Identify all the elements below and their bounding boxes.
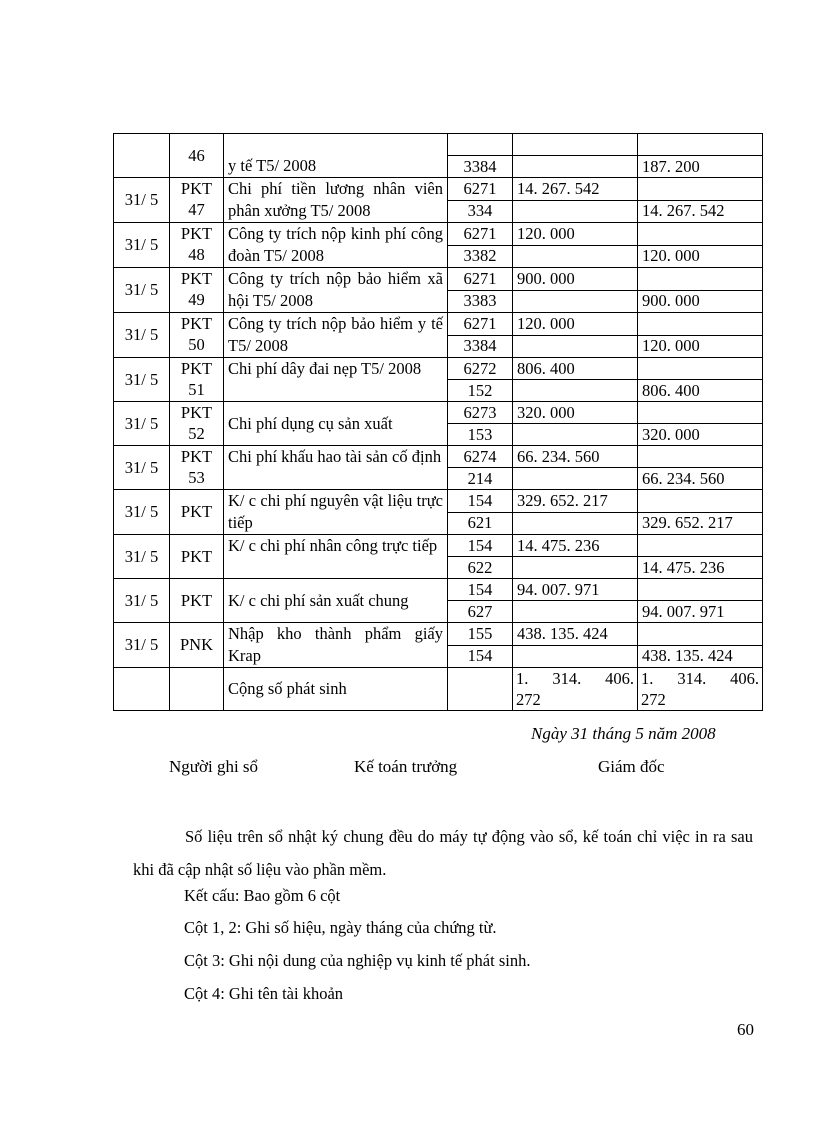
account-number: 621 bbox=[448, 512, 513, 535]
entry-date: 31/ 5 bbox=[114, 178, 170, 223]
account-number: 3383 bbox=[448, 290, 513, 313]
table-row bbox=[114, 446, 763, 468]
document-serial: 48 bbox=[188, 245, 205, 264]
credit-amount: 94. 007. 971 bbox=[638, 601, 763, 623]
debit-amount: 806. 400 bbox=[513, 358, 638, 380]
credit-amount bbox=[638, 134, 763, 156]
signature-director: Giám đốc bbox=[598, 757, 665, 776]
table-row bbox=[114, 623, 763, 646]
structure-line: Kết cấu: Bao gồm 6 cột bbox=[184, 886, 341, 905]
debit-amount bbox=[513, 335, 638, 358]
entry-description: y tế T5/ 2008 bbox=[224, 134, 448, 178]
entry-description: Công ty trích nộp bảo hiểm xã hội T5/ 2008 bbox=[224, 268, 448, 313]
account-number: 154 bbox=[448, 579, 513, 601]
table-row bbox=[114, 579, 763, 601]
table-row bbox=[114, 402, 763, 424]
debit-amount bbox=[513, 512, 638, 535]
account-number: 6272 bbox=[448, 358, 513, 380]
entry-date: 31/ 5 bbox=[114, 358, 170, 402]
credit-amount bbox=[638, 402, 763, 424]
signature-chief-accountant: Kế toán trưởng bbox=[354, 757, 458, 776]
document-type: PKT bbox=[180, 224, 213, 243]
account-number: 6271 bbox=[448, 313, 513, 336]
debit-amount bbox=[513, 290, 638, 313]
document-type: PKT bbox=[180, 447, 213, 466]
account-number: 214 bbox=[448, 468, 513, 490]
entry-date: 31/ 5 bbox=[114, 268, 170, 313]
credit-amount: 900. 000 bbox=[638, 290, 763, 313]
total-debit bbox=[513, 668, 638, 711]
account-number: 152 bbox=[448, 380, 513, 402]
credit-amount: 806. 400 bbox=[638, 380, 763, 402]
account-number bbox=[448, 134, 513, 156]
document-serial: 47 bbox=[188, 200, 205, 219]
credit-amount bbox=[638, 535, 763, 557]
credit-amount bbox=[638, 579, 763, 601]
document-number bbox=[170, 223, 224, 268]
debit-amount: 120. 000 bbox=[513, 223, 638, 246]
total-empty-doc bbox=[170, 668, 224, 711]
debit-amount bbox=[513, 557, 638, 579]
debit-amount: 66. 234. 560 bbox=[513, 446, 638, 468]
debit-amount: 320. 000 bbox=[513, 402, 638, 424]
debit-amount bbox=[513, 200, 638, 223]
credit-amount: 438. 135. 424 bbox=[638, 645, 763, 668]
document-number bbox=[170, 178, 224, 223]
debit-amount bbox=[513, 156, 638, 178]
credit-amount bbox=[638, 313, 763, 336]
credit-amount: 14. 267. 542 bbox=[638, 200, 763, 223]
entry-description: Công ty trích nộp bảo hiểm y tế T5/ 2008 bbox=[224, 313, 448, 358]
credit-amount: 329. 652. 217 bbox=[638, 512, 763, 535]
document-type: PKT bbox=[170, 490, 224, 535]
debit-amount: 120. 000 bbox=[513, 313, 638, 336]
debit-amount: 14. 267. 542 bbox=[513, 178, 638, 201]
table-row bbox=[114, 268, 763, 291]
debit-amount bbox=[513, 424, 638, 446]
account-number: 154 bbox=[448, 645, 513, 668]
account-number: 6273 bbox=[448, 402, 513, 424]
credit-amount bbox=[638, 446, 763, 468]
document-serial: 51 bbox=[188, 380, 205, 399]
document-type: PKT bbox=[180, 403, 213, 422]
account-number: 6274 bbox=[448, 446, 513, 468]
document-serial: 50 bbox=[188, 335, 205, 354]
journal-table bbox=[113, 133, 763, 711]
debit-amount: 14. 475. 236 bbox=[513, 535, 638, 557]
account-number: 154 bbox=[448, 535, 513, 557]
document-number bbox=[170, 134, 224, 178]
entry-date: 31/ 5 bbox=[114, 579, 170, 623]
column-1-2-line: Cột 1, 2: Ghi số hiệu, ngày tháng của chứng từ. bbox=[184, 918, 497, 937]
credit-amount: 120. 000 bbox=[638, 245, 763, 268]
total-debit-line1: 1. 314. 406. bbox=[516, 669, 634, 688]
credit-amount bbox=[638, 490, 763, 513]
entry-date: 31/ 5 bbox=[114, 402, 170, 446]
account-number: 3384 bbox=[448, 335, 513, 358]
credit-amount bbox=[638, 223, 763, 246]
entry-date: 31/ 5 bbox=[114, 223, 170, 268]
credit-amount: 120. 000 bbox=[638, 335, 763, 358]
table-row bbox=[114, 535, 763, 557]
debit-amount: 94. 007. 971 bbox=[513, 579, 638, 601]
document-serial: 49 bbox=[188, 290, 205, 309]
total-credit-line2: 272 bbox=[641, 690, 666, 709]
debit-amount bbox=[513, 245, 638, 268]
body-paragraph: Số liệu trên sổ nhật ký chung đều do máy tự động vào sổ, kế toán chỉ việc in ra sau khi đã cập nhật số liệu vào phần mềm. bbox=[133, 827, 753, 879]
document-number bbox=[170, 358, 224, 402]
debit-amount: 900. 000 bbox=[513, 268, 638, 291]
entry-date: 31/ 5 bbox=[114, 535, 170, 579]
entry-date: 31/ 5 bbox=[114, 446, 170, 490]
document-type: PNK bbox=[170, 623, 224, 668]
entry-description: Chi phí khấu hao tài sản cố định bbox=[224, 446, 448, 490]
document-number bbox=[170, 446, 224, 490]
entry-description: Chi phí dụng cụ sản xuất bbox=[224, 402, 448, 446]
credit-amount bbox=[638, 178, 763, 201]
credit-amount bbox=[638, 268, 763, 291]
document-serial: 52 bbox=[188, 424, 205, 443]
account-number: 6271 bbox=[448, 268, 513, 291]
debit-amount: 438. 135. 424 bbox=[513, 623, 638, 646]
debit-amount bbox=[513, 380, 638, 402]
document-serial: 46 bbox=[188, 146, 205, 165]
entry-date: 31/ 5 bbox=[114, 623, 170, 668]
document-number bbox=[170, 402, 224, 446]
debit-amount: 329. 652. 217 bbox=[513, 490, 638, 513]
date-line: Ngày 31 tháng 5 năm 2008 bbox=[531, 724, 716, 743]
entry-description: Chi phí dây đai nẹp T5/ 2008 bbox=[224, 358, 448, 402]
total-debit-line2: 272 bbox=[516, 690, 541, 709]
document-type: PKT bbox=[180, 314, 213, 333]
entry-date: 31/ 5 bbox=[114, 313, 170, 358]
account-number: 6271 bbox=[448, 223, 513, 246]
document-number bbox=[170, 313, 224, 358]
document-type: PKT bbox=[180, 269, 213, 288]
column-3-line: Cột 3: Ghi nội dung của nghiệp vụ kinh tế phát sinh. bbox=[184, 951, 531, 970]
entry-description: Chi phí tiền lương nhân viên phân xưởng T5/ 2008 bbox=[224, 178, 448, 223]
account-number: 3384 bbox=[448, 156, 513, 178]
credit-amount bbox=[638, 358, 763, 380]
debit-amount bbox=[513, 468, 638, 490]
account-number: 622 bbox=[448, 557, 513, 579]
debit-amount bbox=[513, 601, 638, 623]
account-number: 153 bbox=[448, 424, 513, 446]
account-number: 627 bbox=[448, 601, 513, 623]
page-number: 60 bbox=[737, 1020, 754, 1039]
table-row bbox=[114, 134, 763, 156]
table-row bbox=[114, 313, 763, 336]
entry-description: Công ty trích nộp kinh phí công đoàn T5/ 2008 bbox=[224, 223, 448, 268]
document-serial: 53 bbox=[188, 468, 205, 487]
total-row bbox=[114, 668, 763, 711]
account-number: 3382 bbox=[448, 245, 513, 268]
entry-description: K/ c chi phí sản xuất chung bbox=[224, 579, 448, 623]
credit-amount: 320. 000 bbox=[638, 424, 763, 446]
table-row bbox=[114, 178, 763, 201]
account-number: 6271 bbox=[448, 178, 513, 201]
entry-date: 31/ 5 bbox=[114, 490, 170, 535]
total-empty-account bbox=[448, 668, 513, 711]
total-credit bbox=[638, 668, 763, 711]
credit-amount bbox=[638, 623, 763, 646]
document-type: PKT bbox=[170, 579, 224, 623]
document-type: PKT bbox=[170, 535, 224, 579]
credit-amount: 187. 200 bbox=[638, 156, 763, 178]
entry-description: K/ c chi phí nhân công trực tiếp bbox=[224, 535, 448, 579]
column-4-line: Cột 4: Ghi tên tài khoản bbox=[184, 984, 344, 1003]
table-row bbox=[114, 490, 763, 513]
entry-description: Nhập kho thành phẩm giấy Krap bbox=[224, 623, 448, 668]
credit-amount: 14. 475. 236 bbox=[638, 557, 763, 579]
debit-amount bbox=[513, 645, 638, 668]
account-number: 334 bbox=[448, 200, 513, 223]
total-credit-line1: 1. 314. 406. bbox=[641, 669, 759, 688]
entry-date bbox=[114, 134, 170, 178]
account-number: 155 bbox=[448, 623, 513, 646]
table-row bbox=[114, 223, 763, 246]
document-type: PKT bbox=[180, 359, 213, 378]
debit-amount bbox=[513, 134, 638, 156]
document-type: PKT bbox=[180, 179, 213, 198]
table-row bbox=[114, 358, 763, 380]
signature-recorder: Người ghi sổ bbox=[169, 757, 259, 776]
entry-description: K/ c chi phí nguyên vật liệu trực tiếp bbox=[224, 490, 448, 535]
account-number: 154 bbox=[448, 490, 513, 513]
total-label: Cộng số phát sinh bbox=[224, 668, 448, 711]
total-empty-date bbox=[114, 668, 170, 711]
document-number bbox=[170, 268, 224, 313]
credit-amount: 66. 234. 560 bbox=[638, 468, 763, 490]
